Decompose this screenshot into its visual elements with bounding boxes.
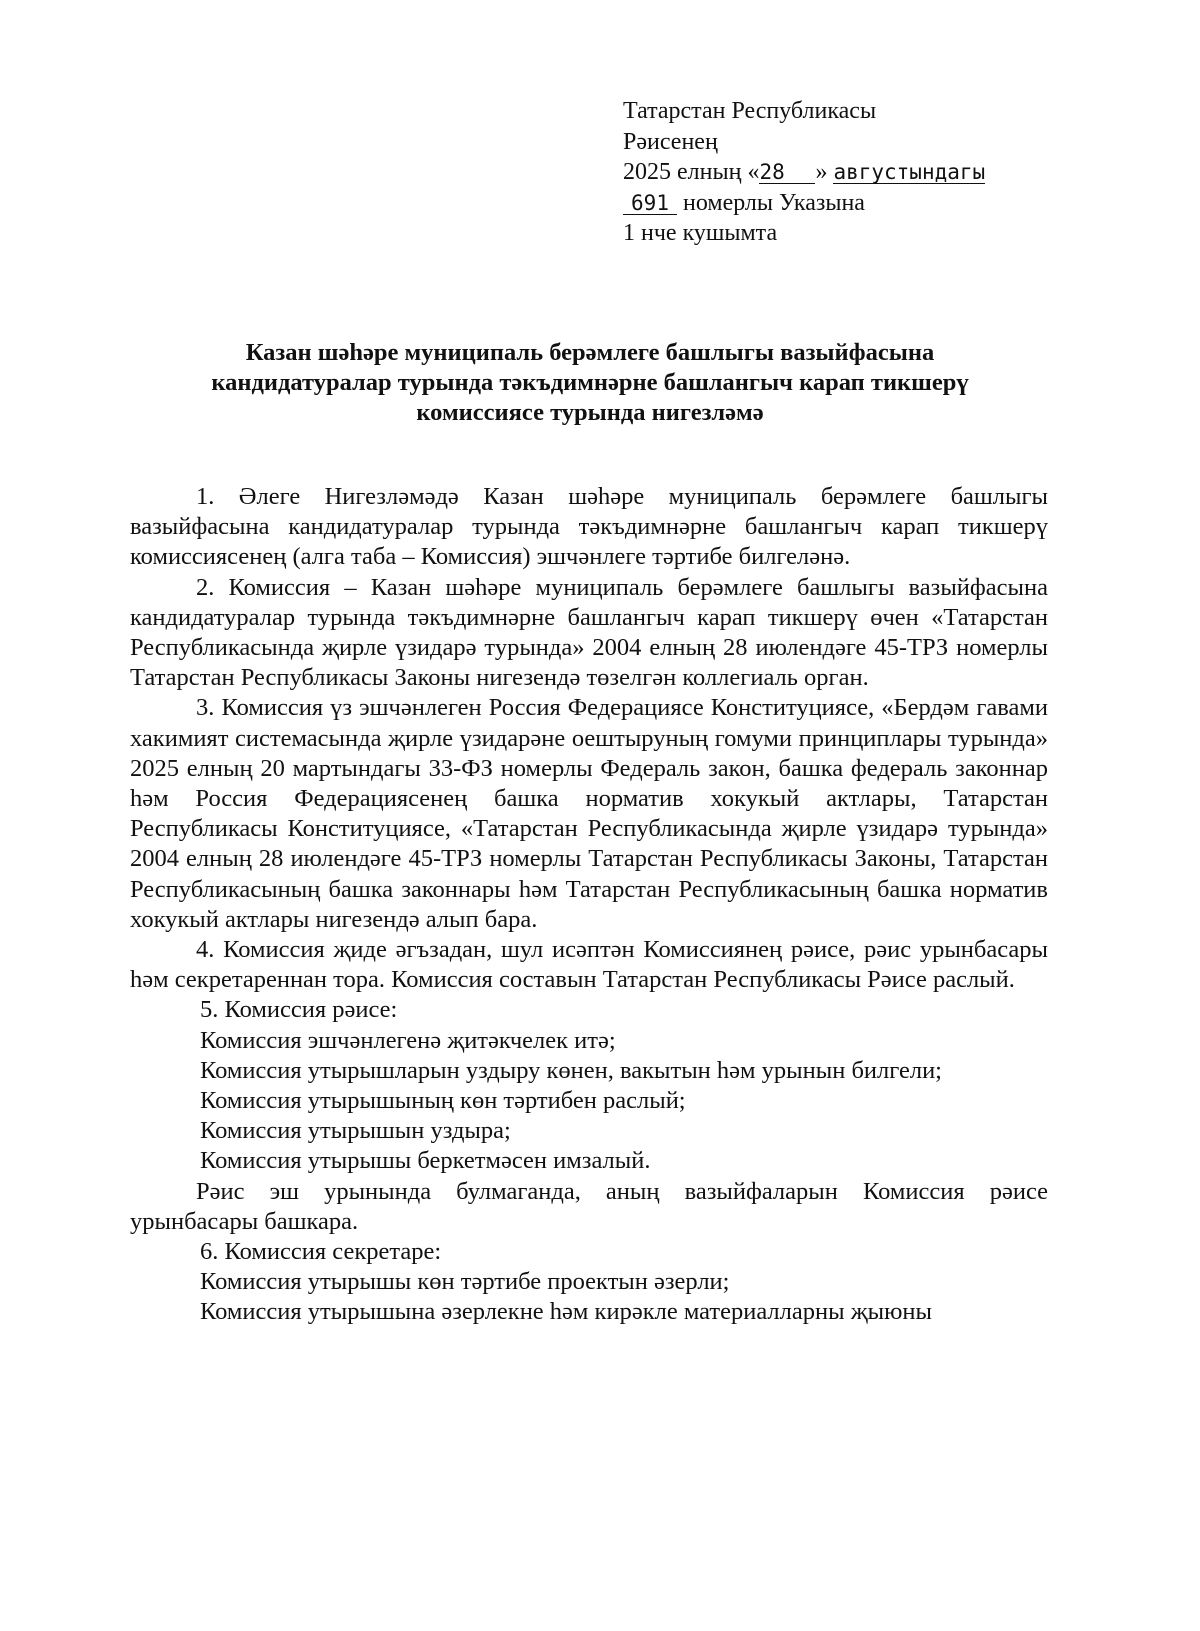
appendix-header xyxy=(623,96,1083,249)
decree-suffix: номерлы Указына xyxy=(677,189,865,216)
chairman-duty-4: Комиссия утырышын уздыра; xyxy=(200,1117,511,1145)
appendix-line-date xyxy=(623,157,1083,188)
paragraph-1: 1. Әлеге Нигезләмәдә Казан шәһәре муниципаль берәмлеге башлыгы вазыйфасына кандидатуралар турында тәкъдимнәрне башлангыч карап тикшерү комиссиясенең (алга таба – Комиссия) эшчәнлеге тәртибе билгеләнә. xyxy=(130,483,1048,571)
chairman-duty-2: Комиссия утырышларын уздыру көнен, вакытын һәм урынын билгели; xyxy=(200,1056,942,1084)
decree-number: 691 xyxy=(623,192,677,215)
appendix-line-decree xyxy=(623,188,1083,219)
chairman-duty-1: Комиссия эшчәнлегенә җитәкчелек итә; xyxy=(200,1026,616,1054)
date-day: 28 xyxy=(759,161,815,184)
paragraph-3: 3. Комиссия үз эшчәнлеген Россия Федерациясе Конституциясе, «Бердәм гавами хакимият системасында җирле үзидарәне оештыруның гомуми принциплары турында» 2025 елның 20 мартындагы 33-ФЗ номерлы Федераль закон, башка федераль законнар һәм Россия Федерациясенең башка норматив хокукый актлары, Татарстан Республикасы Конституциясе, «Татарстан Республикасында җирле үзидарә турында» 2004 елның 28 июлендәге 45-ТРЗ номерлы Татарстан Республикасы Законы, Татарстан Республикасының башка законнары һәм Татарстан Республикасының башка норматив хокукый актлары нигезендә алып бара. xyxy=(130,694,1048,933)
paragraph-2: 2. Комиссия – Казан шәһәре муниципаль берәмлеге башлыгы вазыйфасына кандидатуралар турында тәкъдимнәрне башлангыч карап тикшерү өчен «Татарстан Республикасында җирле үзидарә турында» 2004 елның 28 июлендәге 45-ТРЗ номерлы Татарстан Республикасы Законы нигезендә төзелгән коллегиаль орган. xyxy=(130,573,1048,692)
appendix-label: 1 нче кушымта xyxy=(623,220,778,246)
paragraph-5-heading: 5. Комиссия рәисе: xyxy=(200,996,398,1024)
document-title xyxy=(130,338,1050,428)
date-prefix: 2025 елның « xyxy=(623,159,760,185)
date-mid: » xyxy=(815,159,834,185)
title-line-1: Казан шәһәре муниципаль берәмлеге башлыгы вазыйфасына xyxy=(245,339,935,366)
appendix-line-republic: Татарстан Республикасы xyxy=(623,98,877,124)
secretary-duty-2: Комиссия утырышына әзерлекне һәм кирәкле материалларны җыюны xyxy=(200,1298,932,1326)
date-month: августындагы xyxy=(833,160,986,184)
title-line-2: кандидатуралар турында тәкъдимнәрне башлангыч карап тикшерү xyxy=(211,369,969,396)
title-line-3: комиссиясе турында нигезләмә xyxy=(416,399,764,426)
chairman-duty-3: Комиссия утырышының көн тәртибен раслый; xyxy=(200,1087,686,1115)
paragraph-4: 4. Комиссия җиде әгъзадан, шул исәптән Комиссиянең рәисе, рәис урынбасары һәм секретареннан тора. Комиссия составын Татарстан Республикасы Рәисе раслый. xyxy=(130,936,1048,994)
paragraph-6-heading: 6. Комиссия секретаре: xyxy=(200,1238,442,1266)
appendix-line-president: Рәисенең xyxy=(623,128,718,155)
paragraph-5-note: Рәис эш урынында булмаганда, аның вазыйфаларын Комиссия рәисе урынбасары башкара. xyxy=(130,1177,1048,1235)
chairman-duty-5: Комиссия утырышы беркетмәсен имзалый. xyxy=(200,1147,651,1175)
document-body xyxy=(130,482,1048,1328)
secretary-duty-1: Комиссия утырышы көн тәртибе проектын әзерли; xyxy=(200,1268,730,1296)
